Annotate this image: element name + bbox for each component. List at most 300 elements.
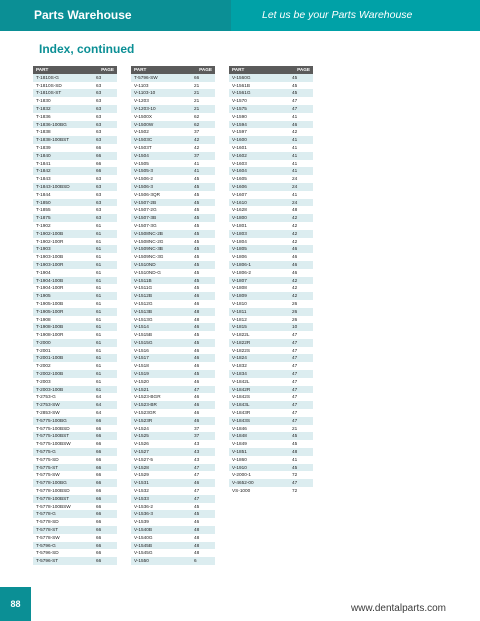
part-number: V-1561G <box>232 90 251 96</box>
page-reference: 45 <box>292 90 298 96</box>
table-row <box>33 409 117 417</box>
table-row <box>229 136 313 144</box>
part-number: T-1838-100BST <box>36 137 70 143</box>
table-row <box>33 495 117 503</box>
table-row <box>131 245 215 253</box>
page-reference: 63 <box>96 207 102 213</box>
part-number: V-1515G <box>134 339 153 345</box>
part-number: V-1805 <box>232 246 247 252</box>
part-number: T-2000 <box>36 339 51 345</box>
part-number: V-1597 <box>232 129 247 135</box>
part-number: V-1834 <box>232 371 247 377</box>
page-reference: 43 <box>194 456 200 462</box>
page-reference: 47 <box>292 378 298 384</box>
table-row <box>131 300 215 308</box>
table-row <box>131 425 215 433</box>
table-row <box>33 503 117 511</box>
table-row <box>33 175 117 183</box>
table-row <box>229 471 313 479</box>
part-number: V-1512G <box>134 300 153 306</box>
table-row <box>131 277 215 285</box>
page-reference: 45 <box>194 503 200 509</box>
table-row <box>33 128 117 136</box>
part-number: T-2001 <box>36 347 51 353</box>
table-row <box>33 557 117 565</box>
part-number: V-1203-10 <box>134 105 156 111</box>
table-row <box>131 214 215 222</box>
part-number: V-1531 <box>134 480 149 486</box>
table-row <box>33 121 117 129</box>
table-row <box>33 401 117 409</box>
part-number: V-1807 <box>232 277 247 283</box>
part-number: V-1536-2 <box>134 503 154 509</box>
page-reference: 64 <box>96 394 102 400</box>
page-reference: 47 <box>194 472 200 478</box>
table-row <box>33 152 117 160</box>
page-reference: 48 <box>194 316 200 322</box>
page-reference: 45 <box>194 191 200 197</box>
page-reference: 62 <box>194 113 200 119</box>
part-number: T-5778-100BST <box>36 495 70 501</box>
part-number: V-1806 <box>232 254 247 260</box>
page-reference: 21 <box>292 425 298 431</box>
part-number: T-1905-100R <box>36 308 64 314</box>
part-number: T-5778-ST <box>36 527 59 533</box>
table-row <box>229 292 313 300</box>
page-reference: 46 <box>194 378 200 384</box>
page-reference: 47 <box>292 98 298 104</box>
table-row <box>33 74 117 82</box>
table-row <box>33 464 117 472</box>
page-reference: 26 <box>292 316 298 322</box>
part-number: V-1822R <box>232 339 251 345</box>
page-reference: 47 <box>292 402 298 408</box>
header-page: PAGE <box>101 67 114 72</box>
part-number: V-4652-00 <box>232 480 254 486</box>
page-reference: 47 <box>292 371 298 377</box>
page-reference: 63 <box>96 74 102 80</box>
table-row <box>33 393 117 401</box>
page-reference: 47 <box>292 347 298 353</box>
page-reference: 24 <box>292 176 298 182</box>
table-row <box>131 464 215 472</box>
page-reference: 46 <box>194 300 200 306</box>
page-reference: 61 <box>96 363 102 369</box>
table-row <box>33 432 117 440</box>
page-reference: 72 <box>292 488 298 494</box>
table-row <box>131 495 215 503</box>
table-row <box>131 253 215 261</box>
page-reference: 66 <box>96 527 102 533</box>
page-reference: 66 <box>96 456 102 462</box>
page-reference: 66 <box>96 495 102 501</box>
table-row <box>131 323 215 331</box>
table-row <box>229 238 313 246</box>
table-row <box>33 534 117 542</box>
table-row <box>229 448 313 456</box>
part-number: V-1846 <box>232 425 247 431</box>
page-title: Index, continued <box>39 42 135 56</box>
part-number: T-1904 <box>36 269 51 275</box>
table-row <box>229 269 313 277</box>
part-number: T-5778-SW <box>36 534 60 540</box>
table-row <box>229 152 313 160</box>
table-row <box>131 409 215 417</box>
part-number: VS-1000 <box>232 488 251 494</box>
part-number: T-5778-100BSW <box>36 503 71 509</box>
table-row <box>33 253 117 261</box>
part-number: V-1510ND <box>134 261 156 267</box>
table-row <box>131 542 215 550</box>
part-number: V-1507-3G <box>134 222 157 228</box>
table-row <box>131 292 215 300</box>
part-number: T-5775-ST <box>36 464 59 470</box>
part-number: T-1810S-ST <box>36 90 62 96</box>
page-reference: 46 <box>292 269 298 275</box>
part-number: V-1590 <box>232 113 247 119</box>
page-reference: 41 <box>292 113 298 119</box>
table-row <box>229 277 313 285</box>
page-reference: 47 <box>292 363 298 369</box>
part-number: V-1806-1 <box>232 261 252 267</box>
page-reference: 37 <box>194 152 200 158</box>
table-row <box>33 245 117 253</box>
page-reference: 21 <box>194 90 200 96</box>
part-number: T-1908-100B <box>36 324 64 330</box>
page-reference: 66 <box>96 558 102 564</box>
table-row <box>33 370 117 378</box>
part-number: V-1832 <box>232 363 247 369</box>
page-reference: 46 <box>194 355 200 361</box>
table-row <box>33 300 117 308</box>
table-row <box>131 175 215 183</box>
page-reference: 48 <box>292 449 298 455</box>
page-reference: 42 <box>292 215 298 221</box>
table-row <box>33 316 117 324</box>
page-reference: 47 <box>292 394 298 400</box>
table-row <box>33 292 117 300</box>
page-reference: 66 <box>96 511 102 517</box>
part-number: V-1523R <box>134 417 153 423</box>
table-row <box>33 113 117 121</box>
table-row <box>131 316 215 324</box>
table-row <box>131 89 215 97</box>
page-reference: 61 <box>96 269 102 275</box>
part-number: V-1520 <box>134 378 149 384</box>
part-number: V-1103-10 <box>134 90 156 96</box>
table-row <box>229 113 313 121</box>
page-reference: 61 <box>96 285 102 291</box>
table-row <box>229 191 313 199</box>
page-reference: 66 <box>96 449 102 455</box>
table-row <box>33 261 117 269</box>
part-number: V-1506-3 <box>134 183 154 189</box>
table-row <box>33 518 117 526</box>
table-row <box>33 323 117 331</box>
page-reference: 61 <box>96 339 102 345</box>
table-row <box>33 284 117 292</box>
page-reference: 61 <box>96 246 102 252</box>
part-number: T-1908 <box>36 316 51 322</box>
table-row <box>131 183 215 191</box>
page-reference: 61 <box>96 386 102 392</box>
part-number: T-5775-100BST <box>36 433 70 439</box>
table-row <box>131 199 215 207</box>
table-row <box>229 167 313 175</box>
table-row <box>229 284 313 292</box>
part-number: T-1838 <box>36 129 51 135</box>
part-number: T-1840 <box>36 152 51 158</box>
part-number: T-5778-G <box>36 511 56 517</box>
part-number: V-1524 <box>134 425 149 431</box>
table-row <box>131 152 215 160</box>
part-number: V-1806-2 <box>232 269 252 275</box>
table-row <box>33 347 117 355</box>
part-number: T-1905-100B <box>36 300 64 306</box>
part-number: V-1810 <box>232 300 247 306</box>
table-row <box>131 97 215 105</box>
page-reference: 48 <box>194 534 200 540</box>
table-row <box>33 440 117 448</box>
page-reference: 46 <box>194 417 200 423</box>
page-reference: 66 <box>96 488 102 494</box>
page-reference: 21 <box>194 82 200 88</box>
page-reference: 63 <box>96 105 102 111</box>
part-number: V-1560G <box>232 74 251 80</box>
table-row <box>33 136 117 144</box>
page-reference: 46 <box>292 246 298 252</box>
part-number: T-1843-100BSD <box>36 183 70 189</box>
part-number: T-5796-G <box>36 542 56 548</box>
part-number: V-1540B <box>134 527 152 533</box>
part-number: V-1605 <box>232 176 247 182</box>
table-row <box>229 214 313 222</box>
part-number: T-5796-SD <box>36 550 59 556</box>
part-number: T-1902-100R <box>36 238 64 244</box>
table-row <box>33 277 117 285</box>
part-number: V-1603 <box>232 160 247 166</box>
part-number: T-5775-G <box>36 449 56 455</box>
table-row <box>131 518 215 526</box>
table-row <box>33 144 117 152</box>
part-number: V-1504 <box>134 152 149 158</box>
table-row <box>229 440 313 448</box>
page-reference: 46 <box>194 519 200 525</box>
part-number: V-1809 <box>232 293 247 299</box>
part-number: V-1570 <box>232 98 247 104</box>
page-reference: 61 <box>96 230 102 236</box>
part-number: V-1511G <box>134 285 153 291</box>
part-number: V-1602 <box>232 152 247 158</box>
page-reference: 48 <box>194 308 200 314</box>
part-number: V-1594 <box>232 121 247 127</box>
table-row <box>33 479 117 487</box>
table-row <box>33 425 117 433</box>
page-reference: 64 <box>96 410 102 416</box>
table-row <box>229 74 313 82</box>
part-number: V-1842R <box>232 386 251 392</box>
table-row <box>33 526 117 534</box>
table-row <box>229 370 313 378</box>
part-number: V-1808 <box>232 285 247 291</box>
header-bar <box>0 0 480 31</box>
table-row <box>229 425 313 433</box>
part-number: V-1507-2B <box>134 199 157 205</box>
page-reference: 66 <box>96 550 102 556</box>
index-table-column-2 <box>131 66 215 565</box>
part-number: T-2003 <box>36 378 51 384</box>
page-reference: 46 <box>194 480 200 486</box>
table-row <box>33 167 117 175</box>
table-row <box>131 448 215 456</box>
footer-url: www.dentalparts.com <box>350 603 446 614</box>
page-reference: 61 <box>96 355 102 361</box>
page-reference: 26 <box>292 308 298 314</box>
part-number: T-1875 <box>36 215 51 221</box>
table-row <box>131 479 215 487</box>
table-row <box>131 510 215 518</box>
table-row <box>229 230 313 238</box>
table-row <box>131 440 215 448</box>
page-reference: 41 <box>292 191 298 197</box>
table-row <box>229 253 313 261</box>
page-reference: 45 <box>194 222 200 228</box>
table-row <box>33 191 117 199</box>
page-reference: 41 <box>194 160 200 166</box>
part-number: V-1513B <box>134 308 152 314</box>
page-reference: 66 <box>96 441 102 447</box>
part-number: T-5775-SW <box>36 472 60 478</box>
part-number: V-1507-3B <box>134 215 157 221</box>
table-row <box>131 113 215 121</box>
page-reference: 45 <box>194 238 200 244</box>
table-row <box>33 222 117 230</box>
table-row <box>229 97 313 105</box>
part-number: V-1606 <box>232 183 247 189</box>
part-number: T-1836 <box>36 113 51 119</box>
header-part: PART <box>134 67 147 72</box>
table-row <box>229 316 313 324</box>
index-table-column-1 <box>33 66 117 565</box>
table-row <box>131 331 215 339</box>
page-reference: 48 <box>292 207 298 213</box>
part-number: V-1803 <box>232 230 247 236</box>
part-number: T-1810S-G <box>36 74 59 80</box>
part-number: V-1529 <box>134 472 149 478</box>
part-number: V-1528 <box>134 464 149 470</box>
brand-title: Parts Warehouse <box>34 8 132 22</box>
part-number: V-1607 <box>232 191 247 197</box>
part-number: T-2003-100B <box>36 386 64 392</box>
part-number: T-1839 <box>36 144 51 150</box>
part-number: V-1507-2G <box>134 207 157 213</box>
part-number: T-5775-SD <box>36 456 59 462</box>
page-reference: 61 <box>96 324 102 330</box>
page-reference: 45 <box>194 254 200 260</box>
part-number: T-1841 <box>36 160 51 166</box>
page-reference: 47 <box>292 386 298 392</box>
page-reference: 46 <box>194 394 200 400</box>
page-reference: 45 <box>194 511 200 517</box>
page-reference: 63 <box>96 129 102 135</box>
part-number: V-1523-BR <box>134 402 157 408</box>
page-reference: 24 <box>292 183 298 189</box>
part-number: V-1527 <box>134 449 149 455</box>
part-number: V-1561B <box>232 82 250 88</box>
table-row <box>33 542 117 550</box>
page-reference: 45 <box>292 82 298 88</box>
table-row <box>33 238 117 246</box>
page-reference: 45 <box>292 464 298 470</box>
table-row <box>131 534 215 542</box>
table-row <box>131 230 215 238</box>
table-row <box>229 300 313 308</box>
part-number: T-5778-SD <box>36 519 59 525</box>
page-reference: 45 <box>194 339 200 345</box>
page-reference: 47 <box>292 355 298 361</box>
part-number: T-1832 <box>36 105 51 111</box>
table-row <box>131 370 215 378</box>
table-row <box>229 331 313 339</box>
table-row <box>229 89 313 97</box>
part-number: V-1628 <box>232 207 247 213</box>
page-reference: 66 <box>96 503 102 509</box>
table-row <box>229 456 313 464</box>
part-number: T-1810S-SD <box>36 82 62 88</box>
table-row <box>131 401 215 409</box>
page-reference: 62 <box>194 121 200 127</box>
table-row <box>131 82 215 90</box>
table-row <box>229 160 313 168</box>
page-reference: 63 <box>96 113 102 119</box>
part-number: T-2002-100B <box>36 371 64 377</box>
part-number: V-1503T <box>134 144 152 150</box>
page-reference: 41 <box>292 160 298 166</box>
page-reference: 61 <box>96 332 102 338</box>
table-row <box>33 354 117 362</box>
page-reference: 41 <box>292 456 298 462</box>
page-reference: 47 <box>194 386 200 392</box>
part-number: V-1536-3 <box>134 511 154 517</box>
table-row <box>131 339 215 347</box>
table-row <box>229 206 313 214</box>
page-reference: 41 <box>292 168 298 174</box>
part-number: T-5775-100BSW <box>36 441 71 447</box>
part-number: T-1842 <box>36 168 51 174</box>
page-reference: 61 <box>96 293 102 299</box>
part-number: V-1513G <box>134 316 153 322</box>
part-number: V-1812 <box>232 316 247 322</box>
page-reference: 47 <box>194 495 200 501</box>
page-reference: 42 <box>292 129 298 135</box>
part-number: V-1860 <box>232 456 247 462</box>
page-reference: 10 <box>292 324 298 330</box>
part-number: V-1516 <box>134 347 149 353</box>
table-row <box>229 261 313 269</box>
part-number: T-1850 <box>36 199 51 205</box>
page-reference: 66 <box>194 74 200 80</box>
page-reference: 45 <box>194 261 200 267</box>
page-reference: 61 <box>96 277 102 283</box>
page-reference: 45 <box>194 230 200 236</box>
table-row <box>33 510 117 518</box>
page-reference: 63 <box>96 215 102 221</box>
table-row <box>131 456 215 464</box>
table-row <box>229 487 313 495</box>
header-part: PART <box>232 67 245 72</box>
page-reference: 63 <box>96 98 102 104</box>
part-number: T-2001-100B <box>36 355 64 361</box>
